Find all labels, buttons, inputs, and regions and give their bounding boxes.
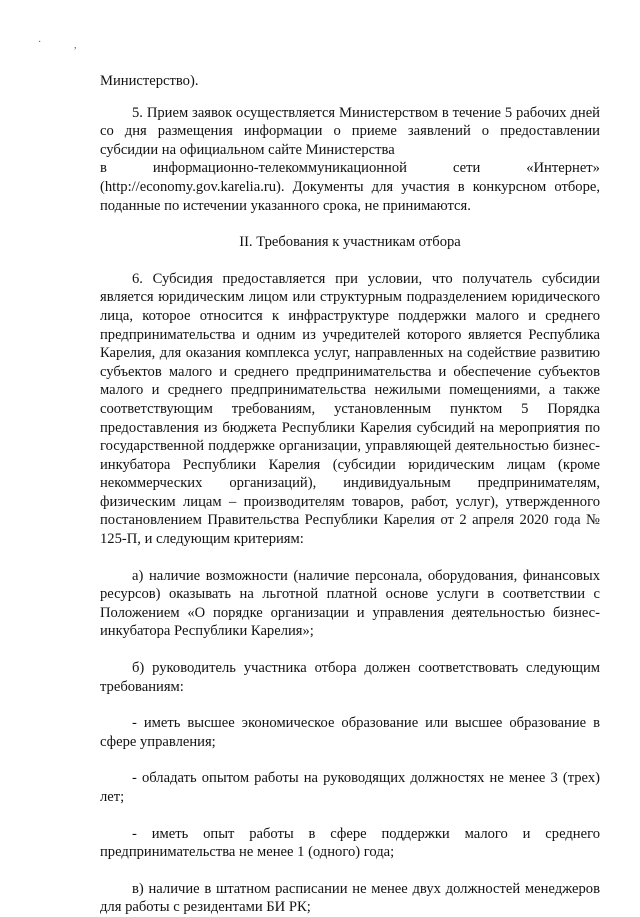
requirement-education: - иметь высшее экономическое образование или высшее образование в сфере управления;: [100, 715, 600, 750]
paragraph-5-word: информационно-телекоммуникационной: [152, 160, 407, 177]
scan-artifact-mark: ,: [74, 40, 77, 51]
paragraph-6: 6. Субсидия предоставляется при условии, что получатель субсидии является юридическим лицом или структурным подразделением юридического лица, которое относится к инфраструктуре поддержки малого и среднего предпринимательства и одним из учредителей которого является Республика Карелия, для оказания комплекса услуг, направленных на содействие развитию субъектов малого и среднего предпринимательства и обеспечение субъектов малого и среднего предпринимательства нежилыми помещениями, а также соответствующим требованиям, установленным пунктом 5 Порядка предоставления из бюджета Республики Карелия субсидий на мероприятия по государственной поддержке организации, управляющей деятельностью бизнес-инкубатора Республики Карелия (субсидии юридическим лицам (кроме некоммерческих организаций), индивидуальным предпринимателям, физическим лицам – производителям товаров, работ, услуг), утвержденного постановлением Правительства Республики Карелия от 2 апреля 2020 года № 125-П, и следующим критериям:: [100, 270, 600, 548]
paragraph-5-word: сети: [452, 160, 481, 177]
criterion-a: а) наличие возможности (наличие персонала, оборудования, финансовых ресурсов) оказывать на льготной платной основе услуги в соответствии с Положением «О порядке организации и управления деятельностью бизнес-инкубатора Республики Карелия»;: [100, 567, 600, 640]
criterion-v: в) наличие в штатном расписании не менее двух должностей менеджеров для работы с резидентами БИ РК;: [100, 880, 600, 916]
paragraph-continuation: Министерство).: [100, 73, 199, 89]
document-body: [100, 72, 600, 917]
requirement-sme-experience: - иметь опыт работы в сфере поддержки малого и среднего предпринимательства не менее 1 (одного) года;: [100, 825, 600, 861]
criterion-b: б) руководитель участника отбора должен соответствовать следующим требованиям:: [100, 660, 600, 695]
paragraph-5-spread-line: [100, 159, 600, 178]
section-heading: II. Требования к участникам отбора: [239, 234, 461, 251]
paragraph-5-word: «Интернет»: [526, 160, 600, 177]
paragraph-5-part-3: (http://economy.gov.karelia.ru). Документы для участия в конкурсном отборе, поданные по истечении указанного срока, не принимаются.: [100, 178, 600, 214]
requirement-management-experience: - обладать опытом работы на руководящих должностях не менее 3 (трех) лет;: [100, 770, 600, 805]
paragraph-5: [100, 104, 600, 216]
paragraph-5-part-1: 5. Прием заявок осуществляется Министерством в течение 5 рабочих дней со дня размещения информации о приеме заявлений о предоставлении субсидии на официальном сайте Министерства: [100, 104, 600, 158]
scan-artifact-mark: ·: [38, 37, 42, 48]
paragraph-5-word: в: [100, 160, 107, 177]
